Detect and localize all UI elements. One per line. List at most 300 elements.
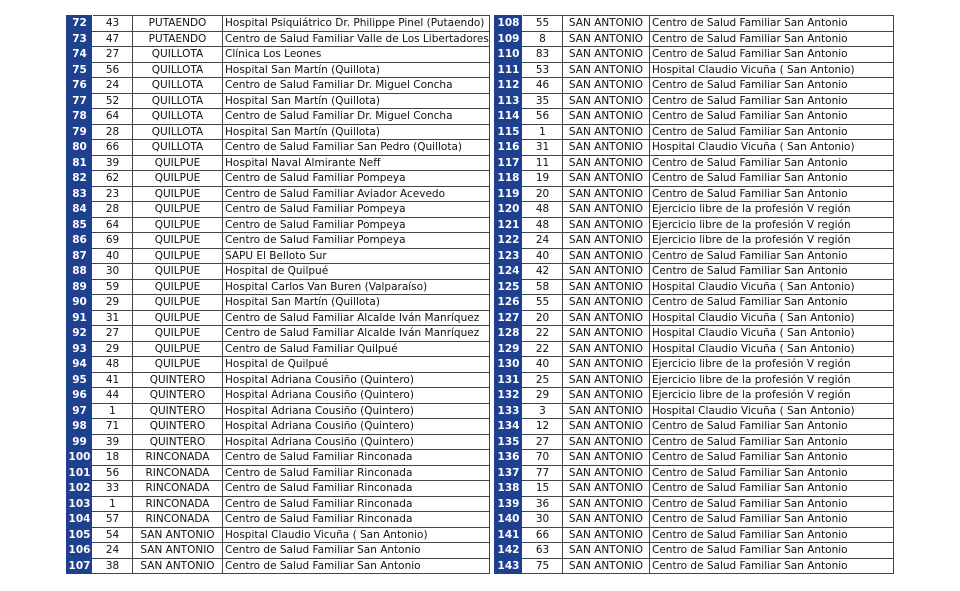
commune-cell: QUILLOTA [133, 93, 223, 109]
age-cell: 39 [93, 155, 133, 171]
establishment-cell: Hospital Adriana Cousiño (Quintero) [223, 372, 490, 388]
row-number: 111 [495, 62, 523, 78]
table-row [67, 16, 490, 32]
table-row [495, 434, 894, 450]
commune-cell: SAN ANTONIO [563, 465, 650, 481]
table-row [495, 465, 894, 481]
establishment-cell: Centro de Salud Familiar San Antonio [650, 16, 894, 32]
establishment-cell: Centro de Salud Familiar Quilpué [223, 341, 490, 357]
commune-cell: SAN ANTONIO [563, 109, 650, 125]
commune-cell: RINCONADA [133, 465, 223, 481]
table-row [495, 93, 894, 109]
row-number: 116 [495, 140, 523, 156]
commune-cell: SAN ANTONIO [563, 264, 650, 280]
row-number: 126 [495, 295, 523, 311]
establishment-cell: Hospital Adriana Cousiño (Quintero) [223, 388, 490, 404]
establishment-cell: Clínica Los Leones [223, 47, 490, 63]
age-cell: 57 [93, 512, 133, 528]
commune-cell: QUILLOTA [133, 78, 223, 94]
table-row [67, 465, 490, 481]
commune-cell: QUINTERO [133, 419, 223, 435]
establishment-cell: Centro de Salud Familiar Rinconada [223, 496, 490, 512]
table-row [67, 357, 490, 373]
establishment-cell: Centro de Salud Familiar San Antonio [650, 295, 894, 311]
age-cell: 30 [523, 512, 563, 528]
table-row [67, 527, 490, 543]
establishment-cell: Centro de Salud Familiar San Antonio [650, 450, 894, 466]
age-cell: 48 [523, 217, 563, 233]
age-cell: 31 [93, 310, 133, 326]
establishment-cell: Centro de Salud Familiar San Antonio [650, 558, 894, 574]
commune-cell: PUTAENDO [133, 16, 223, 32]
age-cell: 58 [523, 279, 563, 295]
commune-cell: SAN ANTONIO [563, 372, 650, 388]
establishment-cell: Centro de Salud Familiar Pompeya [223, 202, 490, 218]
commune-cell: QUILPUE [133, 310, 223, 326]
establishment-cell: Hospital Claudio Vicuña ( San Antonio) [223, 527, 490, 543]
commune-cell: SAN ANTONIO [563, 31, 650, 47]
establishment-cell: Hospital Naval Almirante Neff [223, 155, 490, 171]
table-row [495, 419, 894, 435]
age-cell: 66 [523, 527, 563, 543]
row-number: 96 [67, 388, 93, 404]
establishment-cell: Ejercicio libre de la profesión V región [650, 202, 894, 218]
row-number: 81 [67, 155, 93, 171]
establishment-cell: Hospital San Martín (Quillota) [223, 295, 490, 311]
establishment-cell: Hospital de Quilpué [223, 357, 490, 373]
commune-cell: SAN ANTONIO [563, 171, 650, 187]
table-row [495, 186, 894, 202]
establishment-cell: Centro de Salud Familiar Rinconada [223, 465, 490, 481]
table-row [67, 31, 490, 47]
establishment-cell: Hospital San Martín (Quillota) [223, 93, 490, 109]
age-cell: 22 [523, 326, 563, 342]
table-row [67, 434, 490, 450]
row-number: 103 [67, 496, 93, 512]
commune-cell: QUILPUE [133, 357, 223, 373]
row-number: 135 [495, 434, 523, 450]
age-cell: 29 [93, 341, 133, 357]
row-number: 131 [495, 372, 523, 388]
age-cell: 59 [93, 279, 133, 295]
table-row [495, 155, 894, 171]
row-number: 109 [495, 31, 523, 47]
commune-cell: SAN ANTONIO [563, 481, 650, 497]
table-row [495, 171, 894, 187]
age-cell: 19 [523, 171, 563, 187]
age-cell: 43 [93, 16, 133, 32]
commune-cell: SAN ANTONIO [563, 279, 650, 295]
establishment-cell: Centro de Salud Familiar Pompeya [223, 217, 490, 233]
table-row [495, 47, 894, 63]
commune-cell: QUILPUE [133, 295, 223, 311]
establishment-cell: Hospital Adriana Cousiño (Quintero) [223, 434, 490, 450]
commune-cell: SAN ANTONIO [563, 295, 650, 311]
commune-cell: SAN ANTONIO [563, 16, 650, 32]
commune-cell: QUILLOTA [133, 47, 223, 63]
commune-cell: SAN ANTONIO [563, 512, 650, 528]
row-number: 101 [67, 465, 93, 481]
row-number: 72 [67, 16, 93, 32]
row-number: 91 [67, 310, 93, 326]
row-number: 140 [495, 512, 523, 528]
table-row [495, 543, 894, 559]
age-cell: 11 [523, 155, 563, 171]
age-cell: 29 [523, 388, 563, 404]
establishment-cell: Hospital Adriana Cousiño (Quintero) [223, 403, 490, 419]
row-number: 83 [67, 186, 93, 202]
age-cell: 56 [93, 465, 133, 481]
establishment-cell: Centro de Salud Familiar San Antonio [650, 124, 894, 140]
row-number: 90 [67, 295, 93, 311]
establishment-cell: Centro de Salud Familiar San Antonio [650, 155, 894, 171]
row-number: 130 [495, 357, 523, 373]
row-number: 115 [495, 124, 523, 140]
row-number: 139 [495, 496, 523, 512]
age-cell: 70 [523, 450, 563, 466]
commune-cell: PUTAENDO [133, 31, 223, 47]
row-number: 78 [67, 109, 93, 125]
table-row [495, 481, 894, 497]
row-number: 79 [67, 124, 93, 140]
table-row [67, 109, 490, 125]
commune-cell: SAN ANTONIO [563, 202, 650, 218]
table-row [67, 202, 490, 218]
commune-cell: SAN ANTONIO [563, 388, 650, 404]
establishment-cell: Centro de Salud Familiar San Antonio [650, 186, 894, 202]
table-row [67, 496, 490, 512]
age-cell: 27 [523, 434, 563, 450]
establishment-cell: Centro de Salud Familiar San Antonio [650, 496, 894, 512]
establishment-cell: Ejercicio libre de la profesión V región [650, 217, 894, 233]
table-row [495, 341, 894, 357]
establishment-cell: Centro de Salud Familiar Alcalde Iván Manríquez [223, 310, 490, 326]
establishment-cell: Centro de Salud Familiar San Antonio [650, 109, 894, 125]
table-row [67, 171, 490, 187]
row-number: 121 [495, 217, 523, 233]
age-cell: 20 [523, 186, 563, 202]
row-number: 88 [67, 264, 93, 280]
establishment-cell: Centro de Salud Familiar San Antonio [650, 93, 894, 109]
age-cell: 15 [523, 481, 563, 497]
row-number: 92 [67, 326, 93, 342]
table-row [495, 233, 894, 249]
table-row [495, 16, 894, 32]
commune-cell: QUILPUE [133, 202, 223, 218]
age-cell: 77 [523, 465, 563, 481]
table-row [495, 31, 894, 47]
row-number: 141 [495, 527, 523, 543]
commune-cell: QUILPUE [133, 155, 223, 171]
roster-table-left [66, 15, 490, 574]
row-number: 143 [495, 558, 523, 574]
establishment-cell: Centro de Salud Familiar Alcalde Iván Manríquez [223, 326, 490, 342]
commune-cell: RINCONADA [133, 512, 223, 528]
age-cell: 56 [523, 109, 563, 125]
commune-cell: SAN ANTONIO [563, 310, 650, 326]
establishment-cell: Centro de Salud Familiar San Antonio [650, 419, 894, 435]
table-row [67, 233, 490, 249]
age-cell: 71 [93, 419, 133, 435]
commune-cell: SAN ANTONIO [563, 233, 650, 249]
age-cell: 64 [93, 217, 133, 233]
commune-cell: SAN ANTONIO [563, 419, 650, 435]
age-cell: 63 [523, 543, 563, 559]
establishment-cell: Hospital Claudio Vicuña ( San Antonio) [650, 62, 894, 78]
row-number: 112 [495, 78, 523, 94]
commune-cell: QUILPUE [133, 279, 223, 295]
commune-cell: SAN ANTONIO [563, 496, 650, 512]
establishment-cell: Centro de Salud Familiar San Antonio [650, 78, 894, 94]
age-cell: 48 [93, 357, 133, 373]
age-cell: 66 [93, 140, 133, 156]
age-cell: 53 [523, 62, 563, 78]
row-number: 128 [495, 326, 523, 342]
age-cell: 22 [523, 341, 563, 357]
commune-cell: SAN ANTONIO [563, 47, 650, 63]
age-cell: 31 [523, 140, 563, 156]
table-row [495, 295, 894, 311]
row-number: 73 [67, 31, 93, 47]
commune-cell: RINCONADA [133, 496, 223, 512]
row-number: 134 [495, 419, 523, 435]
establishment-cell: Centro de Salud Familiar San Antonio [650, 434, 894, 450]
commune-cell: QUILPUE [133, 217, 223, 233]
commune-cell: SAN ANTONIO [563, 527, 650, 543]
commune-cell: QUINTERO [133, 372, 223, 388]
commune-cell: QUILLOTA [133, 62, 223, 78]
commune-cell: QUILLOTA [133, 124, 223, 140]
table-row [495, 388, 894, 404]
age-cell: 36 [523, 496, 563, 512]
row-number: 125 [495, 279, 523, 295]
table-row [67, 403, 490, 419]
table-row [67, 341, 490, 357]
age-cell: 27 [93, 326, 133, 342]
establishment-cell: Centro de Salud Familiar San Antonio [650, 527, 894, 543]
age-cell: 28 [93, 202, 133, 218]
age-cell: 52 [93, 93, 133, 109]
table-row [495, 558, 894, 574]
row-number: 142 [495, 543, 523, 559]
commune-cell: SAN ANTONIO [563, 403, 650, 419]
age-cell: 41 [93, 372, 133, 388]
age-cell: 40 [523, 248, 563, 264]
row-number: 77 [67, 93, 93, 109]
age-cell: 48 [523, 202, 563, 218]
age-cell: 47 [93, 31, 133, 47]
establishment-cell: Centro de Salud Familiar Pompeya [223, 171, 490, 187]
row-number: 127 [495, 310, 523, 326]
age-cell: 40 [93, 248, 133, 264]
commune-cell: QUILPUE [133, 248, 223, 264]
table-row [67, 93, 490, 109]
age-cell: 24 [523, 233, 563, 249]
table-row [495, 512, 894, 528]
age-cell: 25 [523, 372, 563, 388]
row-number: 94 [67, 357, 93, 373]
establishment-cell: Hospital San Martín (Quillota) [223, 62, 490, 78]
age-cell: 54 [93, 527, 133, 543]
commune-cell: SAN ANTONIO [563, 78, 650, 94]
establishment-cell: Hospital Claudio Vicuña ( San Antonio) [650, 140, 894, 156]
commune-cell: SAN ANTONIO [563, 155, 650, 171]
table-row [67, 295, 490, 311]
commune-cell: QUILLOTA [133, 109, 223, 125]
commune-cell: SAN ANTONIO [563, 558, 650, 574]
row-number: 136 [495, 450, 523, 466]
table-row [495, 372, 894, 388]
establishment-cell: Hospital San Martín (Quillota) [223, 124, 490, 140]
commune-cell: SAN ANTONIO [563, 93, 650, 109]
commune-cell: SAN ANTONIO [563, 543, 650, 559]
establishment-cell: Hospital Psiquiátrico Dr. Philippe Pinel (Putaendo) [223, 16, 490, 32]
age-cell: 39 [93, 434, 133, 450]
commune-cell: SAN ANTONIO [133, 558, 223, 574]
commune-cell: QUILPUE [133, 326, 223, 342]
commune-cell: SAN ANTONIO [563, 186, 650, 202]
table-row [67, 388, 490, 404]
row-number: 76 [67, 78, 93, 94]
establishment-cell: Centro de Salud Familiar San Pedro (Quillota) [223, 140, 490, 156]
roster-table-right [494, 15, 894, 574]
commune-cell: QUILLOTA [133, 140, 223, 156]
table-row [495, 217, 894, 233]
establishment-cell: Hospital Claudio Vicuña ( San Antonio) [650, 279, 894, 295]
table-row [495, 78, 894, 94]
table-row [495, 202, 894, 218]
establishment-cell: Centro de Salud Familiar San Antonio [650, 512, 894, 528]
establishment-cell: Ejercicio libre de la profesión V región [650, 372, 894, 388]
commune-cell: SAN ANTONIO [563, 217, 650, 233]
table-row [67, 186, 490, 202]
establishment-cell: Hospital de Quilpué [223, 264, 490, 280]
row-number: 113 [495, 93, 523, 109]
establishment-cell: Centro de Salud Familiar San Antonio [650, 481, 894, 497]
establishment-cell: Hospital Claudio Vicuña ( San Antonio) [650, 403, 894, 419]
table-row [67, 264, 490, 280]
row-number: 107 [67, 558, 93, 574]
establishment-cell: Centro de Salud Familiar Dr. Miguel Concha [223, 109, 490, 125]
table-row [67, 310, 490, 326]
commune-cell: SAN ANTONIO [133, 527, 223, 543]
table-row [67, 481, 490, 497]
age-cell: 44 [93, 388, 133, 404]
establishment-cell: Centro de Salud Familiar Valle de Los Libertadores [223, 31, 490, 47]
commune-cell: SAN ANTONIO [563, 357, 650, 373]
table-row [67, 78, 490, 94]
row-number: 118 [495, 171, 523, 187]
row-number: 82 [67, 171, 93, 187]
commune-cell: SAN ANTONIO [563, 434, 650, 450]
roster-table-body [67, 16, 490, 574]
age-cell: 24 [93, 543, 133, 559]
commune-cell: QUINTERO [133, 388, 223, 404]
establishment-cell: Hospital Claudio Vicuña ( San Antonio) [650, 326, 894, 342]
age-cell: 18 [93, 450, 133, 466]
establishment-cell: Centro de Salud Familiar San Antonio [650, 248, 894, 264]
table-row [67, 248, 490, 264]
establishment-cell: Hospital Claudio Vicuña ( San Antonio) [650, 341, 894, 357]
establishment-cell: Ejercicio libre de la profesión V región [650, 233, 894, 249]
row-number: 80 [67, 140, 93, 156]
row-number: 110 [495, 47, 523, 63]
establishment-cell: Hospital Carlos Van Buren (Valparaíso) [223, 279, 490, 295]
row-number: 95 [67, 372, 93, 388]
table-row [495, 62, 894, 78]
establishment-cell: Centro de Salud Familiar San Antonio [650, 465, 894, 481]
age-cell: 20 [523, 310, 563, 326]
row-number: 87 [67, 248, 93, 264]
roster-table-body [495, 16, 894, 574]
table-row [495, 279, 894, 295]
establishment-cell: Centro de Salud Familiar Aviador Acevedo [223, 186, 490, 202]
row-number: 104 [67, 512, 93, 528]
table-row [67, 419, 490, 435]
age-cell: 27 [93, 47, 133, 63]
row-number: 124 [495, 264, 523, 280]
commune-cell: QUILPUE [133, 264, 223, 280]
age-cell: 83 [523, 47, 563, 63]
age-cell: 35 [523, 93, 563, 109]
row-number: 93 [67, 341, 93, 357]
table-row [67, 372, 490, 388]
commune-cell: SAN ANTONIO [133, 543, 223, 559]
age-cell: 56 [93, 62, 133, 78]
row-number: 138 [495, 481, 523, 497]
commune-cell: RINCONADA [133, 481, 223, 497]
commune-cell: SAN ANTONIO [563, 140, 650, 156]
row-number: 98 [67, 419, 93, 435]
establishment-cell: Ejercicio libre de la profesión V región [650, 388, 894, 404]
row-number: 86 [67, 233, 93, 249]
row-number: 75 [67, 62, 93, 78]
commune-cell: SAN ANTONIO [563, 341, 650, 357]
age-cell: 29 [93, 295, 133, 311]
table-row [495, 403, 894, 419]
row-number: 122 [495, 233, 523, 249]
table-row [67, 124, 490, 140]
age-cell: 1 [523, 124, 563, 140]
establishment-cell: Centro de Salud Familiar Rinconada [223, 512, 490, 528]
table-row [495, 124, 894, 140]
commune-cell: SAN ANTONIO [563, 248, 650, 264]
establishment-cell: Centro de Salud Familiar Dr. Miguel Concha [223, 78, 490, 94]
age-cell: 55 [523, 16, 563, 32]
commune-cell: RINCONADA [133, 450, 223, 466]
table-row [67, 279, 490, 295]
commune-cell: SAN ANTONIO [563, 326, 650, 342]
commune-cell: QUILPUE [133, 186, 223, 202]
commune-cell: SAN ANTONIO [563, 124, 650, 140]
table-row [67, 155, 490, 171]
row-number: 129 [495, 341, 523, 357]
table-row [67, 140, 490, 156]
row-number: 99 [67, 434, 93, 450]
age-cell: 62 [93, 171, 133, 187]
age-cell: 75 [523, 558, 563, 574]
table-row [495, 496, 894, 512]
commune-cell: SAN ANTONIO [563, 450, 650, 466]
table-row [495, 264, 894, 280]
row-number: 85 [67, 217, 93, 233]
row-number: 84 [67, 202, 93, 218]
establishment-cell: Centro de Salud Familiar San Antonio [650, 47, 894, 63]
row-number: 106 [67, 543, 93, 559]
age-cell: 8 [523, 31, 563, 47]
row-number: 108 [495, 16, 523, 32]
table-row [495, 109, 894, 125]
